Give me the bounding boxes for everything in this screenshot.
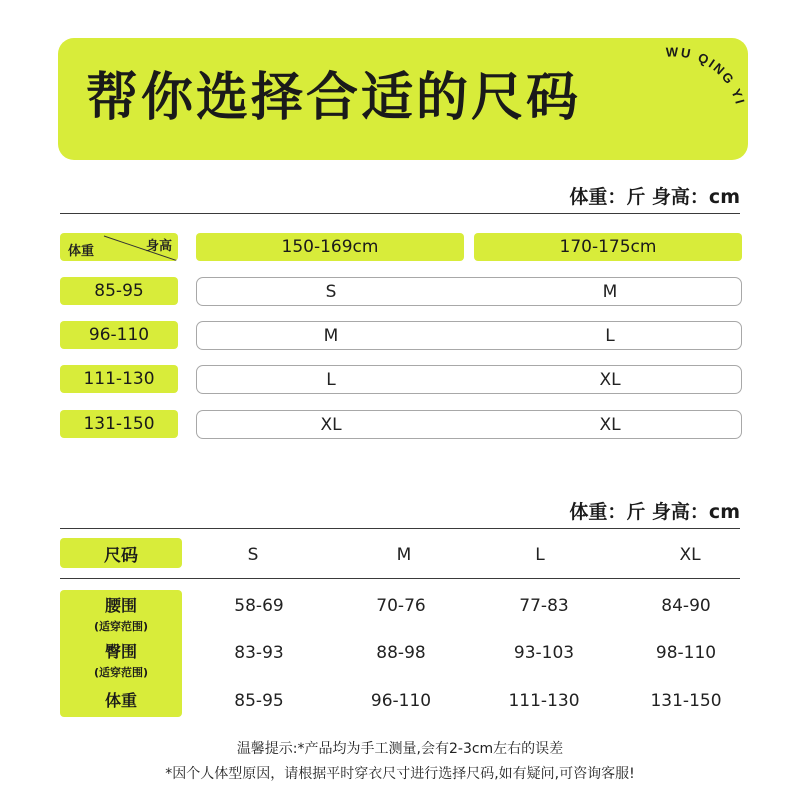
weight-label-row-1: 85-95: [60, 277, 178, 305]
corner-weight-label: 体重: [68, 244, 95, 259]
measure-cell: 83-93: [234, 643, 284, 663]
measure-cell: 70-76: [376, 596, 426, 616]
measure-cell: 93-103: [513, 643, 575, 663]
divider-1: [60, 213, 740, 214]
measure-cell: 131-150: [650, 691, 722, 711]
weight-label-row-2: 96-110: [60, 321, 178, 349]
measure-cell: 85-95: [234, 691, 284, 711]
size-header-label: 尺码: [60, 538, 182, 568]
size-cell: XL: [599, 370, 621, 390]
waist-label: 腰围: [104, 595, 137, 615]
weight-label-row-3: 111-130: [60, 365, 178, 393]
size-column-header: M: [396, 545, 412, 565]
weight-row-label: 体重: [104, 691, 137, 710]
row-label-hip: [60, 636, 182, 682]
measure-cell: 88-98: [376, 643, 426, 663]
weight-label-row-4: 131-150: [60, 410, 178, 438]
hip-sub-label: (适穿范围): [93, 665, 149, 679]
size-cell: S: [325, 282, 337, 302]
row-label-waist: [60, 590, 182, 636]
table1-corner-header: [60, 233, 178, 261]
size-cell: L: [326, 370, 336, 390]
measure-cell: 77-83: [519, 596, 569, 616]
hip-label: 臀围: [104, 641, 137, 661]
measure-cell: 96-110: [370, 691, 432, 711]
units-label-1: 体重：斤 身高：cm: [569, 186, 740, 208]
measure-cell: 84-90: [661, 596, 711, 616]
waist-sub-label: (适穿范围): [93, 619, 149, 633]
measure-cell: 98-110: [655, 643, 717, 663]
size-cell: M: [602, 282, 618, 302]
row-label-weight: [60, 682, 182, 717]
divider-2: [60, 528, 740, 529]
note-measurement: 温馨提示:*产品均为手工测量,会有2-3cm左右的误差: [236, 741, 564, 757]
size-cell: M: [323, 326, 339, 346]
size-cell: L: [605, 326, 615, 346]
corner-height-label: 身高: [145, 239, 172, 254]
units-label-2: 体重：斤 身高：cm: [569, 501, 740, 523]
svg-text:WU QING YI: WU QING YI: [665, 44, 748, 108]
size-column-header: L: [535, 545, 545, 565]
column-header-1: 150-169cm: [196, 233, 464, 261]
title-banner: [58, 38, 748, 160]
size-cell: XL: [599, 415, 621, 435]
column-header-2: 170-175cm: [474, 233, 742, 261]
divider-3: [60, 578, 740, 579]
page-title: 帮你选择合适的尺码: [86, 68, 582, 128]
measure-cell: 111-130: [508, 691, 580, 711]
size-column-header: S: [247, 545, 259, 565]
size-column-header: XL: [679, 545, 701, 565]
measure-cell: 58-69: [234, 596, 284, 616]
size-cell: XL: [320, 415, 342, 435]
note-sizing-advice: *因个人体型原因，请根据平时穿衣尺寸进行选择尺码,如有疑问,可咨询客服!: [165, 766, 635, 782]
